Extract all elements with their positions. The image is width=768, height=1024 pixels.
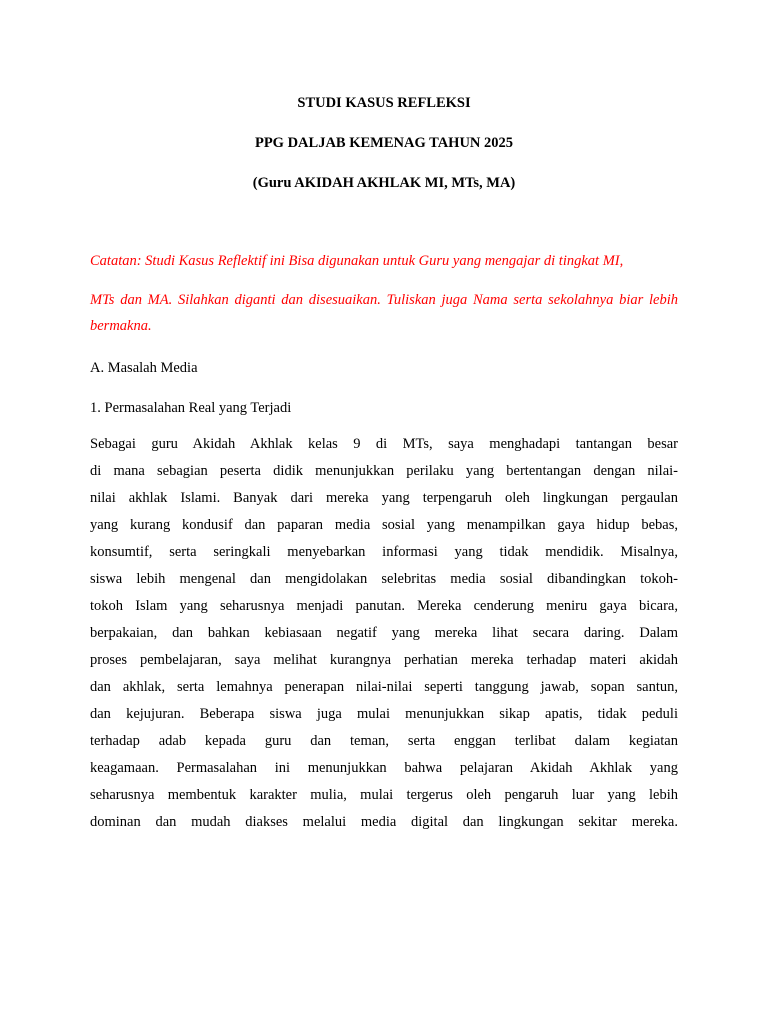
section-heading: A. Masalah Media [90, 360, 198, 376]
body-line: nilai akhlak Islami. Banyak dari mereka yang terpengaruh oleh lingkungan pergaulan [90, 490, 678, 506]
body-line: konsumtif, serta seringkali menyebarkan informasi yang tidak mendidik. Misalnya, [90, 544, 678, 560]
note-line-3: bermakna. [90, 318, 152, 334]
body-line: dan kejujuran. Beberapa siswa juga mulai menunjukkan sikap apatis, tidak peduli [90, 706, 678, 722]
body-line: dominan dan mudah diakses melalui media digital dan lingkungan sekitar mereka. [90, 814, 678, 830]
subsection-heading: 1. Permasalahan Real yang Terjadi [90, 400, 292, 416]
document-subject-line: (Guru AKIDAH AKHLAK MI, MTs, MA) [252, 175, 516, 191]
body-line: berpakaian, dan bahkan kebiasaan negatif yang mereka lihat secara daring. Dalam [90, 625, 678, 641]
body-line: keagamaan. Permasalahan ini menunjukkan bahwa pelajaran Akidah Akhlak yang [90, 760, 678, 776]
body-line: proses pembelajaran, saya melihat kurangnya perhatian mereka terhadap materi akidah [90, 652, 678, 668]
body-line: tokoh Islam yang seharusnya menjadi panutan. Mereka cenderung meniru gaya bicara, [90, 598, 678, 614]
body-line: terhadap adab kepada guru dan teman, serta enggan terlibat dalam kegiatan [90, 733, 678, 749]
body-line: siswa lebih mengenal dan mengidolakan selebritas media sosial dibandingkan tokoh- [90, 571, 678, 587]
body-line: seharusnya membentuk karakter mulia, mulai tergerus oleh pengaruh luar yang lebih [90, 787, 678, 803]
body-paragraph [90, 431, 678, 836]
body-line: yang kurang kondusif dan paparan media sosial yang menampilkan gaya hidup bebas, [90, 517, 678, 533]
document-title: STUDI KASUS REFLEKSI [297, 95, 471, 111]
body-line: Sebagai guru Akidah Akhlak kelas 9 di MTs, saya menghadapi tantangan besar [90, 436, 678, 452]
body-line: dan akhlak, serta lemahnya penerapan nilai-nilai seperti tanggung jawab, sopan santun, [90, 679, 678, 695]
note-line-2: MTs dan MA. Silahkan diganti dan disesuaikan. Tuliskan juga Nama serta sekolahnya biar lebih [90, 292, 678, 308]
document-subtitle: PPG DALJAB KEMENAG TAHUN 2025 [254, 135, 514, 151]
body-line: di mana sebagian peserta didik menunjukkan perilaku yang bertentangan dengan nilai- [90, 463, 678, 479]
note-line-1: Catatan: Studi Kasus Reflektif ini Bisa digunakan untuk Guru yang mengajar di tingkat MI, [90, 253, 624, 269]
